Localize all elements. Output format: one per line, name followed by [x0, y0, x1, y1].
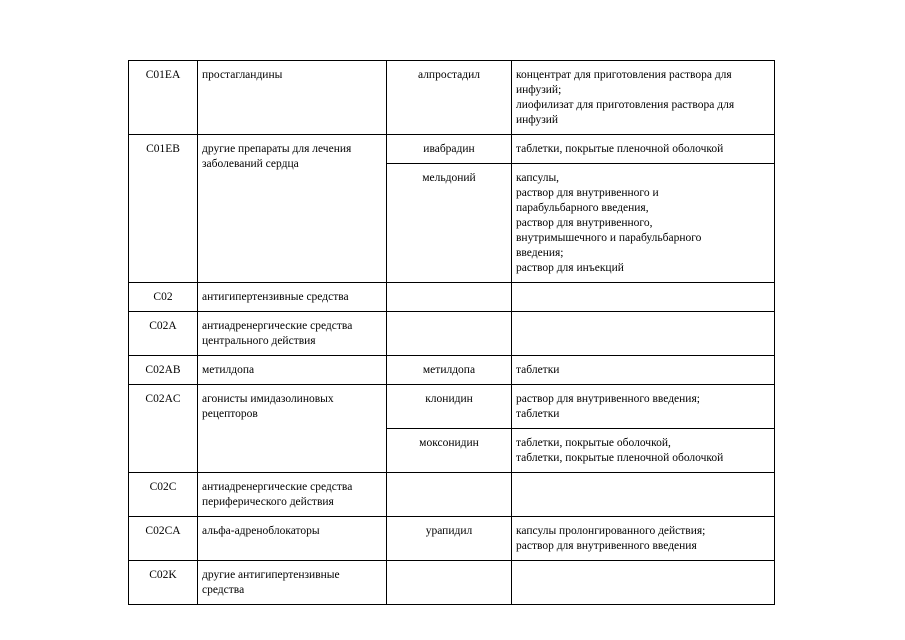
group-text-line: центрального действия [202, 335, 316, 347]
dosage-form-cell [512, 517, 775, 561]
dosage-form-line: раствор для внутривенного и [516, 187, 659, 199]
atc-code-cell: C02AB [129, 356, 198, 385]
table-row [129, 473, 775, 517]
dosage-form-line: концентрат для приготовления раствора для [516, 69, 732, 81]
drug-name-cell: клонидин [387, 385, 512, 429]
dosage-form-line: раствор для внутривенного, [516, 217, 653, 229]
drug-classification-table [128, 60, 775, 605]
atc-code-cell: C02 [129, 283, 198, 312]
dosage-form-line: капсулы, [516, 172, 560, 184]
table-row [129, 517, 775, 561]
table-row [129, 356, 775, 385]
therapeutic-group-cell [198, 61, 387, 135]
drug-name-cell: алпростадил [387, 61, 512, 135]
dosage-form-cell [512, 385, 775, 429]
therapeutic-group-cell [198, 356, 387, 385]
group-text-line: другие антигипертензивные [202, 569, 340, 581]
group-text-line: периферического действия [202, 496, 334, 508]
dosage-form-line: таблетки [516, 364, 560, 376]
therapeutic-group-cell [198, 473, 387, 517]
dosage-form-cell [512, 312, 775, 356]
drug-name-cell [387, 473, 512, 517]
dosage-form-line: раствор для инъекций [516, 262, 624, 274]
therapeutic-group-cell [198, 312, 387, 356]
dosage-form-line: капсулы пролонгированного действия; [516, 525, 706, 537]
atc-code-cell: C01EB [129, 135, 198, 283]
dosage-form-line: внутримышечного и парабульбарного [516, 232, 702, 244]
group-text-line: антигипертензивные средства [202, 291, 349, 303]
atc-code-cell: C02A [129, 312, 198, 356]
group-text-line: антиадренергические средства [202, 481, 353, 493]
drug-name-cell [387, 561, 512, 605]
drug-name-cell: ивабрадин [387, 135, 512, 164]
drug-name-cell: мельдоний [387, 164, 512, 283]
table-row [129, 561, 775, 605]
drug-name-cell: моксонидин [387, 429, 512, 473]
group-text-line: средства [202, 584, 245, 596]
table-row [129, 283, 775, 312]
dosage-form-cell [512, 164, 775, 283]
group-text-line: рецепторов [202, 408, 258, 420]
group-text-line: альфа-адреноблокаторы [202, 525, 320, 537]
therapeutic-group-cell [198, 385, 387, 473]
table-row [129, 61, 775, 135]
dosage-form-line: лиофилизат для приготовления раствора для [516, 99, 735, 111]
drug-name-cell: метилдопа [387, 356, 512, 385]
atc-code-cell: C02CA [129, 517, 198, 561]
dosage-form-cell [512, 561, 775, 605]
dosage-form-line: введения; [516, 247, 564, 259]
dosage-form-line: раствор для внутривенного введения; [516, 393, 700, 405]
therapeutic-group-cell [198, 135, 387, 283]
drug-name-cell: урапидил [387, 517, 512, 561]
dosage-form-line: инфузий [516, 114, 559, 126]
table-row [129, 135, 775, 164]
dosage-form-line: таблетки, покрытые оболочкой, [516, 437, 671, 449]
drug-name-cell [387, 283, 512, 312]
table-body [129, 61, 775, 605]
dosage-form-line: раствор для внутривенного введения [516, 540, 697, 552]
group-text-line: метилдопа [202, 364, 255, 376]
dosage-form-line: таблетки, покрытые пленочной оболочкой [516, 452, 724, 464]
group-text-line: заболеваний сердца [202, 158, 299, 170]
atc-code-cell: C02K [129, 561, 198, 605]
dosage-form-line: таблетки, покрытые пленочной оболочкой [516, 143, 724, 155]
table-row [129, 385, 775, 429]
dosage-form-cell [512, 135, 775, 164]
dosage-form-cell [512, 61, 775, 135]
atc-code-cell: C02AC [129, 385, 198, 473]
dosage-form-line: парабульбарного введения, [516, 202, 649, 214]
therapeutic-group-cell [198, 517, 387, 561]
therapeutic-group-cell [198, 561, 387, 605]
group-text-line: агонисты имидазолиновых [202, 393, 334, 405]
dosage-form-cell [512, 473, 775, 517]
drug-name-cell [387, 312, 512, 356]
dosage-form-cell [512, 283, 775, 312]
group-text-line: антиадренергические средства [202, 320, 353, 332]
dosage-form-cell [512, 429, 775, 473]
group-text-line: другие препараты для лечения [202, 143, 352, 155]
atc-code-cell: C01EA [129, 61, 198, 135]
group-text-line: простагландины [202, 69, 283, 81]
dosage-form-line: таблетки [516, 408, 560, 420]
therapeutic-group-cell [198, 283, 387, 312]
atc-code-cell: C02C [129, 473, 198, 517]
table-row [129, 312, 775, 356]
dosage-form-line: инфузий; [516, 84, 562, 96]
dosage-form-cell [512, 356, 775, 385]
